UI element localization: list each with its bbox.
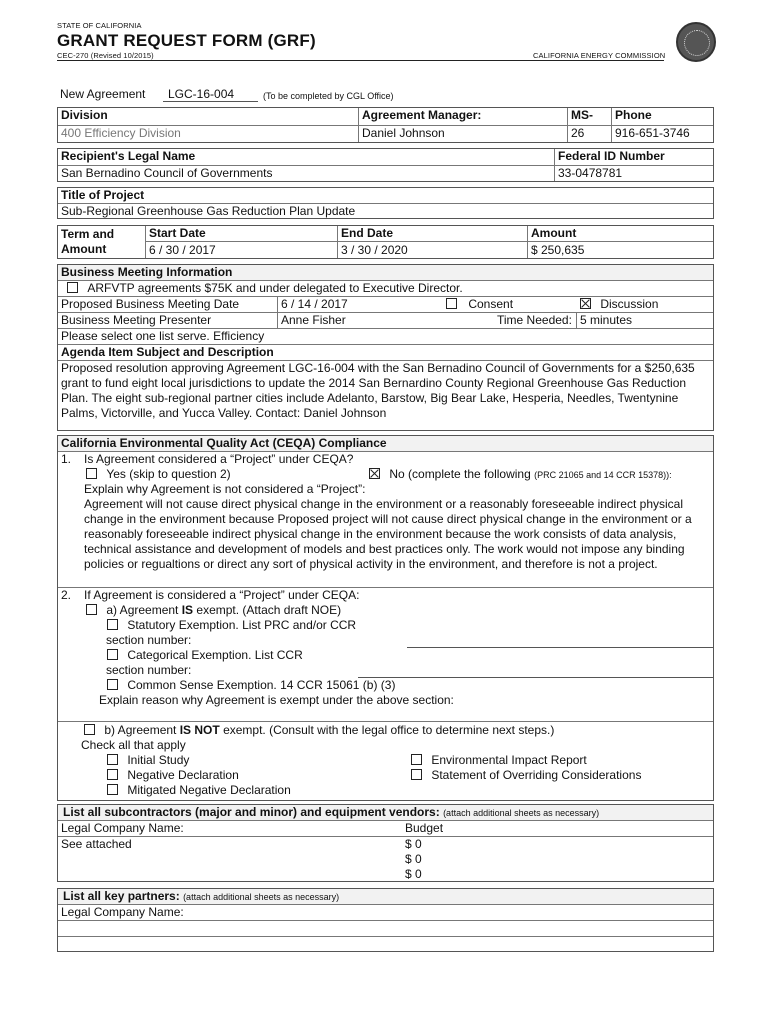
exempt-checkbox[interactable]: [86, 604, 97, 615]
discussion-checkbox[interactable]: [580, 298, 591, 309]
recipient-field[interactable]: San Bernadino Council of Governments: [61, 166, 273, 180]
recipient-box: [57, 148, 714, 182]
header-rule: [57, 60, 664, 61]
amount-row-label: Amount: [61, 242, 107, 256]
explain-not-project-label: Explain why Agreement is not considered a “Project”:: [84, 482, 366, 496]
subcontractor-name-field[interactable]: See attached: [61, 837, 132, 851]
categorical-section-field[interactable]: [358, 677, 713, 678]
partner-name-field[interactable]: [58, 937, 713, 952]
agenda-description-field[interactable]: Proposed resolution approving Agreement LGC-16-004 with the San Bernadino Council of Governments for a $250,635 grant to fund eight local jurisdictions to update the 2014 San Bernardino County Regional Greenhouse Gas Reduction Plan. The eight sub-regional partner cities include Adelanto, Barstow, Big Bear Lake, Hesperia, Needles, Twentynine Palms, Victorville, and Yucca Valley. Contact: Daniel Johnson: [61, 361, 695, 420]
amount-field[interactable]: $ 250,635: [531, 243, 585, 257]
subcontractors-budget-label: Budget: [405, 821, 444, 835]
eir-option: Environmental Impact Report: [411, 753, 587, 768]
subcontractor-budget-field[interactable]: $ 0: [405, 867, 422, 881]
not-exempt-checkbox[interactable]: [84, 724, 95, 735]
subcontractor-budget-field[interactable]: $ 0: [405, 852, 422, 866]
subcontractors-title: List all subcontractors (major and minor) and equipment vendors: (attach additional sheets as necessary): [63, 805, 600, 819]
end-date-field[interactable]: 3 / 30 / 2020: [341, 243, 408, 257]
explain-not-project-field[interactable]: Agreement will not cause direct physical change in the environment or a reasonably foreseeable indirect physical change in the environment because Proposed project will not cause direct physical change in the environment or a reasonably foreseeable indirect physical change in the environment because the work consists of data analysis, technical assistance and development of models and best practices only. The work would not impose any binding policies or regualtions or direct any sort of physical activity in the environment, and therefore is not a project.: [84, 497, 692, 571]
q1-text: Is Agreement considered a “Project” under CEQA?: [84, 452, 354, 466]
statutory-section-label: section number:: [106, 633, 192, 647]
overriding-checkbox[interactable]: [411, 769, 422, 780]
start-date-label: Start Date: [149, 226, 206, 240]
categorical-option: Categorical Exemption. List CCR: [107, 648, 303, 663]
exempt-option: a) Agreement IS exempt. (Attach draft NOE): [86, 603, 341, 618]
term-box: [57, 225, 714, 259]
manager-label: Agreement Manager:: [362, 108, 482, 122]
arfvtp-label: ARFVTP agreements $75K and under delegated to Executive Director.: [87, 281, 463, 295]
agenda-title: Agenda Item Subject and Description: [61, 345, 274, 359]
time-needed-field[interactable]: 5 minutes: [580, 313, 633, 327]
agreement-number[interactable]: LGC-16-004: [168, 87, 235, 101]
division-box: [57, 107, 714, 143]
arfvtp-checkbox[interactable]: [67, 282, 78, 293]
discussion-label: Discussion: [600, 297, 659, 311]
partners-name-label: Legal Company Name:: [61, 905, 184, 919]
explain-exempt-label: Explain reason why Agreement is exempt under the above section:: [99, 693, 454, 707]
amount-label: Amount: [531, 226, 577, 240]
state-label: STATE OF CALIFORNIA: [57, 21, 142, 30]
project-label: Title of Project: [61, 188, 145, 202]
federal-id-label: Federal ID Number: [558, 149, 665, 163]
negative-declaration-option: Negative Declaration: [107, 768, 239, 783]
phone-field[interactable]: 916-651-3746: [615, 126, 690, 140]
q1-no-checkbox[interactable]: [369, 468, 380, 479]
consent-label: Consent: [468, 297, 514, 311]
eir-checkbox[interactable]: [411, 754, 422, 765]
listserve-select[interactable]: Please select one list serve. Efficiency: [61, 329, 265, 343]
initial-study-option: Initial Study: [107, 753, 189, 768]
consent-checkbox[interactable]: [446, 298, 457, 309]
common-sense-option: Common Sense Exemption. 14 CCR 15061 (b) (3): [107, 678, 395, 693]
new-agreement-label: New Agreement: [60, 87, 146, 101]
mitigated-declaration-option: Mitigated Negative Declaration: [107, 783, 291, 798]
recipient-label: Recipient's Legal Name: [61, 149, 196, 163]
agency-name: CALIFORNIA ENERGY COMMISSION: [533, 51, 666, 60]
meeting-date-label: Proposed Business Meeting Date: [61, 297, 240, 311]
agreement-note: (To be completed by CGL Office): [263, 91, 394, 101]
q2-number: 2.: [61, 588, 72, 602]
state-seal-icon: [676, 22, 716, 62]
negative-declaration-checkbox[interactable]: [107, 769, 118, 780]
consent-option: [446, 297, 513, 312]
form-title: GRANT REQUEST FORM (GRF): [57, 31, 316, 50]
ms-label: MS-: [571, 108, 593, 122]
start-date-field[interactable]: 6 / 30 / 2017: [149, 243, 216, 257]
phone-label: Phone: [615, 108, 652, 122]
mitigated-declaration-checkbox[interactable]: [107, 784, 118, 795]
presenter-label: Business Meeting Presenter: [61, 313, 212, 327]
time-needed-label: Time Needed:: [497, 313, 572, 327]
q1-yes-checkbox[interactable]: [86, 468, 97, 479]
q2-text: If Agreement is considered a “Project” under CEQA:: [84, 588, 360, 602]
categorical-checkbox[interactable]: [107, 649, 118, 660]
overriding-option: Statement of Overriding Considerations: [411, 768, 641, 783]
initial-study-checkbox[interactable]: [107, 754, 118, 765]
project-title-field[interactable]: Sub-Regional Greenhouse Gas Reduction Plan Update: [61, 204, 356, 218]
q1-yes-option: Yes (skip to question 2): [86, 467, 231, 482]
partners-box: [57, 888, 714, 952]
explain-exempt-field[interactable]: [58, 709, 715, 721]
not-exempt-option: b) Agreement IS NOT exempt. (Consult with the legal office to determine next steps.): [84, 723, 554, 738]
categorical-section-label: section number:: [106, 663, 192, 677]
term-label: Term and: [61, 227, 115, 241]
subcontractors-name-label: Legal Company Name:: [61, 821, 184, 835]
business-meeting-title: Business Meeting Information: [61, 265, 233, 279]
arfvtp-row: [67, 281, 463, 296]
q1-no-option: No (complete the following (PRC 21065 and 14 CCR 15378)):: [369, 467, 672, 483]
division-label: Division: [61, 108, 108, 122]
end-date-label: End Date: [341, 226, 394, 240]
business-meeting-box: [57, 264, 714, 431]
presenter-field[interactable]: Anne Fisher: [281, 313, 346, 327]
common-sense-checkbox[interactable]: [107, 679, 118, 690]
ceqa-title: California Environmental Quality Act (CEQA) Compliance: [61, 436, 387, 450]
statutory-section-field[interactable]: [407, 647, 713, 648]
division-field[interactable]: 400 Efficiency Division: [61, 126, 181, 140]
statutory-checkbox[interactable]: [107, 619, 118, 630]
subcontractor-budget-field[interactable]: $ 0: [405, 837, 422, 851]
form-code: CEC-270 (Revised 10/2015): [57, 51, 154, 60]
ms-field[interactable]: 26: [571, 126, 585, 140]
ceqa-box: [57, 435, 714, 801]
manager-field[interactable]: Daniel Johnson: [362, 126, 445, 140]
q1-number: 1.: [61, 452, 72, 466]
discussion-option: [580, 297, 658, 312]
federal-id-field[interactable]: 33-0478781: [558, 166, 623, 180]
subcontractors-box: [57, 804, 714, 882]
check-all-label: Check all that apply: [81, 738, 186, 752]
project-box: [57, 187, 714, 219]
partner-name-field[interactable]: [58, 921, 713, 936]
partners-title: List all key partners: (attach additional sheets as necessary): [63, 889, 340, 903]
meeting-date-field[interactable]: 6 / 14 / 2017: [281, 297, 348, 311]
statutory-option: Statutory Exemption. List PRC and/or CCR: [107, 618, 356, 633]
